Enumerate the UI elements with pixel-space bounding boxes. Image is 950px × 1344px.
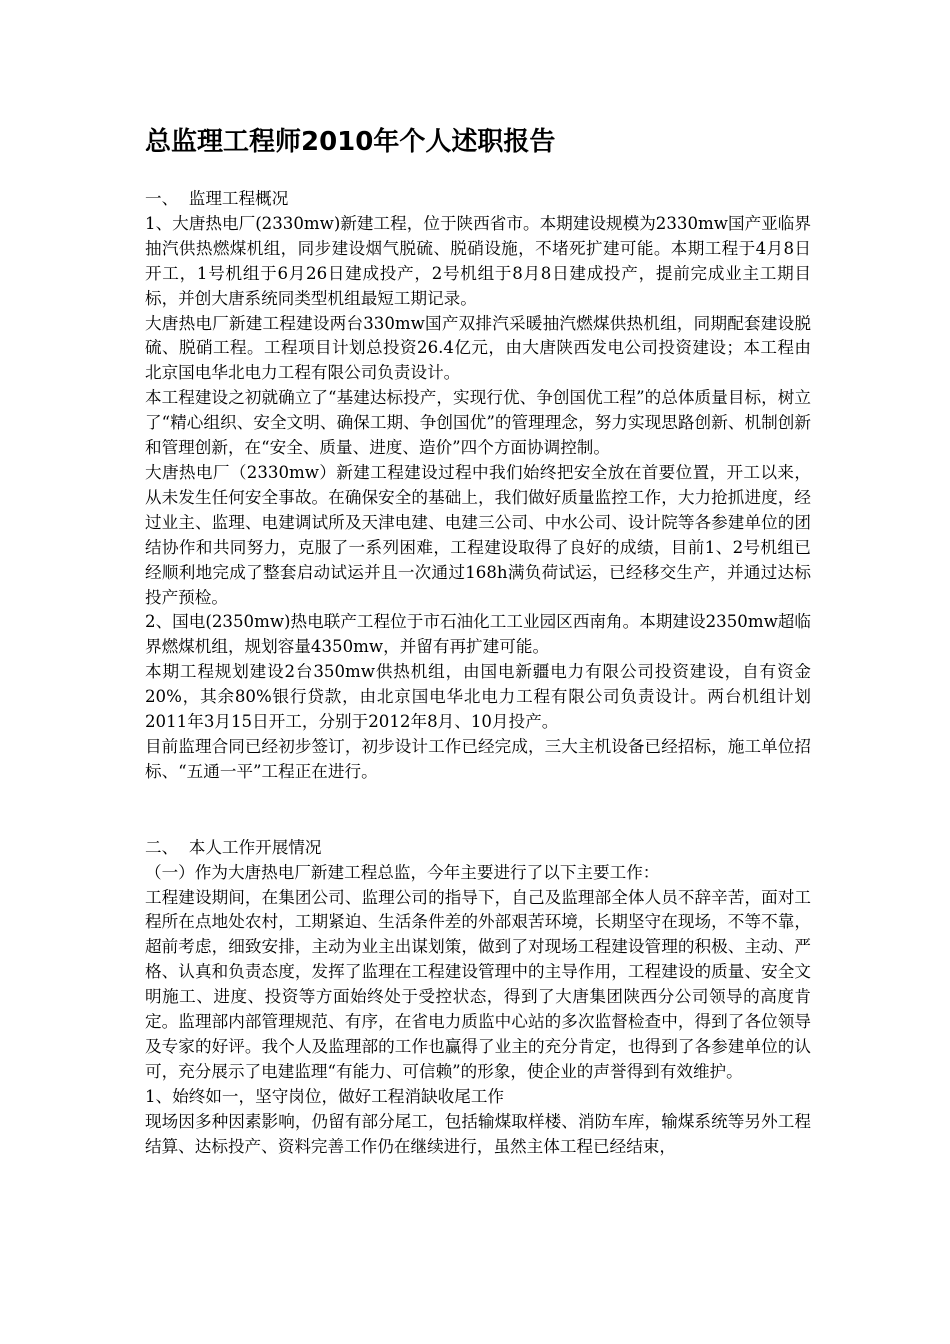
paragraph: 现场因多种因素影响，仍留有部分尾工，包括输煤取样楼、消防车库，输煤系统等另外工程结算、达标投产、资料完善工作仍在继续进行，虽然主体工程已经结束， [145, 1111, 811, 1156]
section-spacer [145, 785, 811, 836]
paragraph: 大唐热电厂新建工程建设两台330mw国产双排汽采暖抽汽燃煤供热机组，同期配套建设脱硫、脱硝工程。工程项目计划总投资26.4亿元，由大唐陕西发电公司投资建设；本工程由北京国电华北电力工程有限公司负责设计。 [145, 313, 811, 383]
paragraph: 1、大唐热电厂(2330mw)新建工程，位于陕西省市。本期建设规模为2330mw国产亚临界抽汽供热燃煤机组，同步建设烟气脱硫、脱硝设施，不堵死扩建可能。本期工程于4月8日开工，1号机组于6月26日建成投产，2号机组于8月8日建成投产，提前完成业主工期目标，并创大唐系统同类型机组最短工期记录。 [145, 213, 811, 308]
paragraph: 2、国电(2350mw)热电联产工程位于市石油化工工业园区西南角。本期建设2350mw超临界燃煤机组，规划容量4350mw，并留有再扩建可能。 [145, 612, 811, 657]
paragraph: 1、始终如一，坚守岗位，做好工程消缺收尾工作 [145, 1086, 505, 1106]
section-project-overview [145, 187, 811, 785]
section-heading: 二、 本人工作开展情况 [145, 837, 322, 857]
paragraph: 本期工程规划建设2台350mw供热机组，由国电新疆电力有限公司投资建设，自有资金20%，其余80%银行贷款，由北京国电华北电力工程有限公司负责设计。两台机组计划2011年3月15日开工，分别于2012年8月、10月投产。 [145, 662, 811, 732]
paragraph: 本工程建设之初就确立了“基建达标投产，实现行优、争创国优工程”的总体质量目标，树立了“精心组织、安全文明、确保工期、争创国优”的管理理念，努力实现思路创新、机制创新和管理创新，在“安全、质量、进度、造价”四个方面协调控制。 [145, 388, 811, 458]
document-body [145, 187, 811, 1160]
section-work-progress [145, 836, 811, 1160]
paragraph: 大唐热电厂（2330mw）新建工程建设过程中我们始终把安全放在首要位置，开工以来，从未发生任何安全事故。在确保安全的基础上，我们做好质量监控工作，大力抢抓进度，经过业主、监理、电建调试所及天津电建、电建三公司、中水公司、设计院等各参建单位的团结协作和共同努力，克服了一系列困难，工程建设取得了良好的成绩，目前1、2号机组已经顺利地完成了整套启动试运并且一次通过168h满负荷试运，已经移交生产，并通过达标投产预检。 [145, 462, 811, 607]
paragraph: （一）作为大唐热电厂新建工程总监，今年主要进行了以下主要工作： [145, 862, 660, 882]
paragraph: 目前监理合同已经初步签订，初步设计工作已经完成，三大主机设备已经招标，施工单位招标、“五通一平”工程正在进行。 [145, 736, 811, 781]
document-title: 总监理工程师2010年个人述职报告 [145, 127, 556, 157]
section-heading: 一、 监理工程概况 [145, 189, 289, 208]
paragraph: 工程建设期间，在集团公司、监理公司的指导下，自己及监理部全体人员不辞辛苦，面对工程所在点地处农村，工期紧迫、生活条件差的外部艰苦环境，长期坚守在现场，不等不靠，超前考虑，细致安排，主动为业主出谋划策，做到了对现场工程建设管理的积极、主动、严格、认真和负责态度，发挥了监理在工程建设管理中的主导作用，工程建设的质量、安全文明施工、进度、投资等方面始终处于受控状态，得到了大唐集团陕西分公司领导的高度肯定。监理部内部管理规范、有序，在省电力质监中心站的多次监督检查中，得到了各位领导及专家的好评。我个人及监理部的工作也赢得了业主的充分肯定，也得到了各参建单位的认可，充分展示了电建监理“有能力、可信赖”的形象，使企业的声誉得到有效维护。 [145, 887, 811, 1081]
